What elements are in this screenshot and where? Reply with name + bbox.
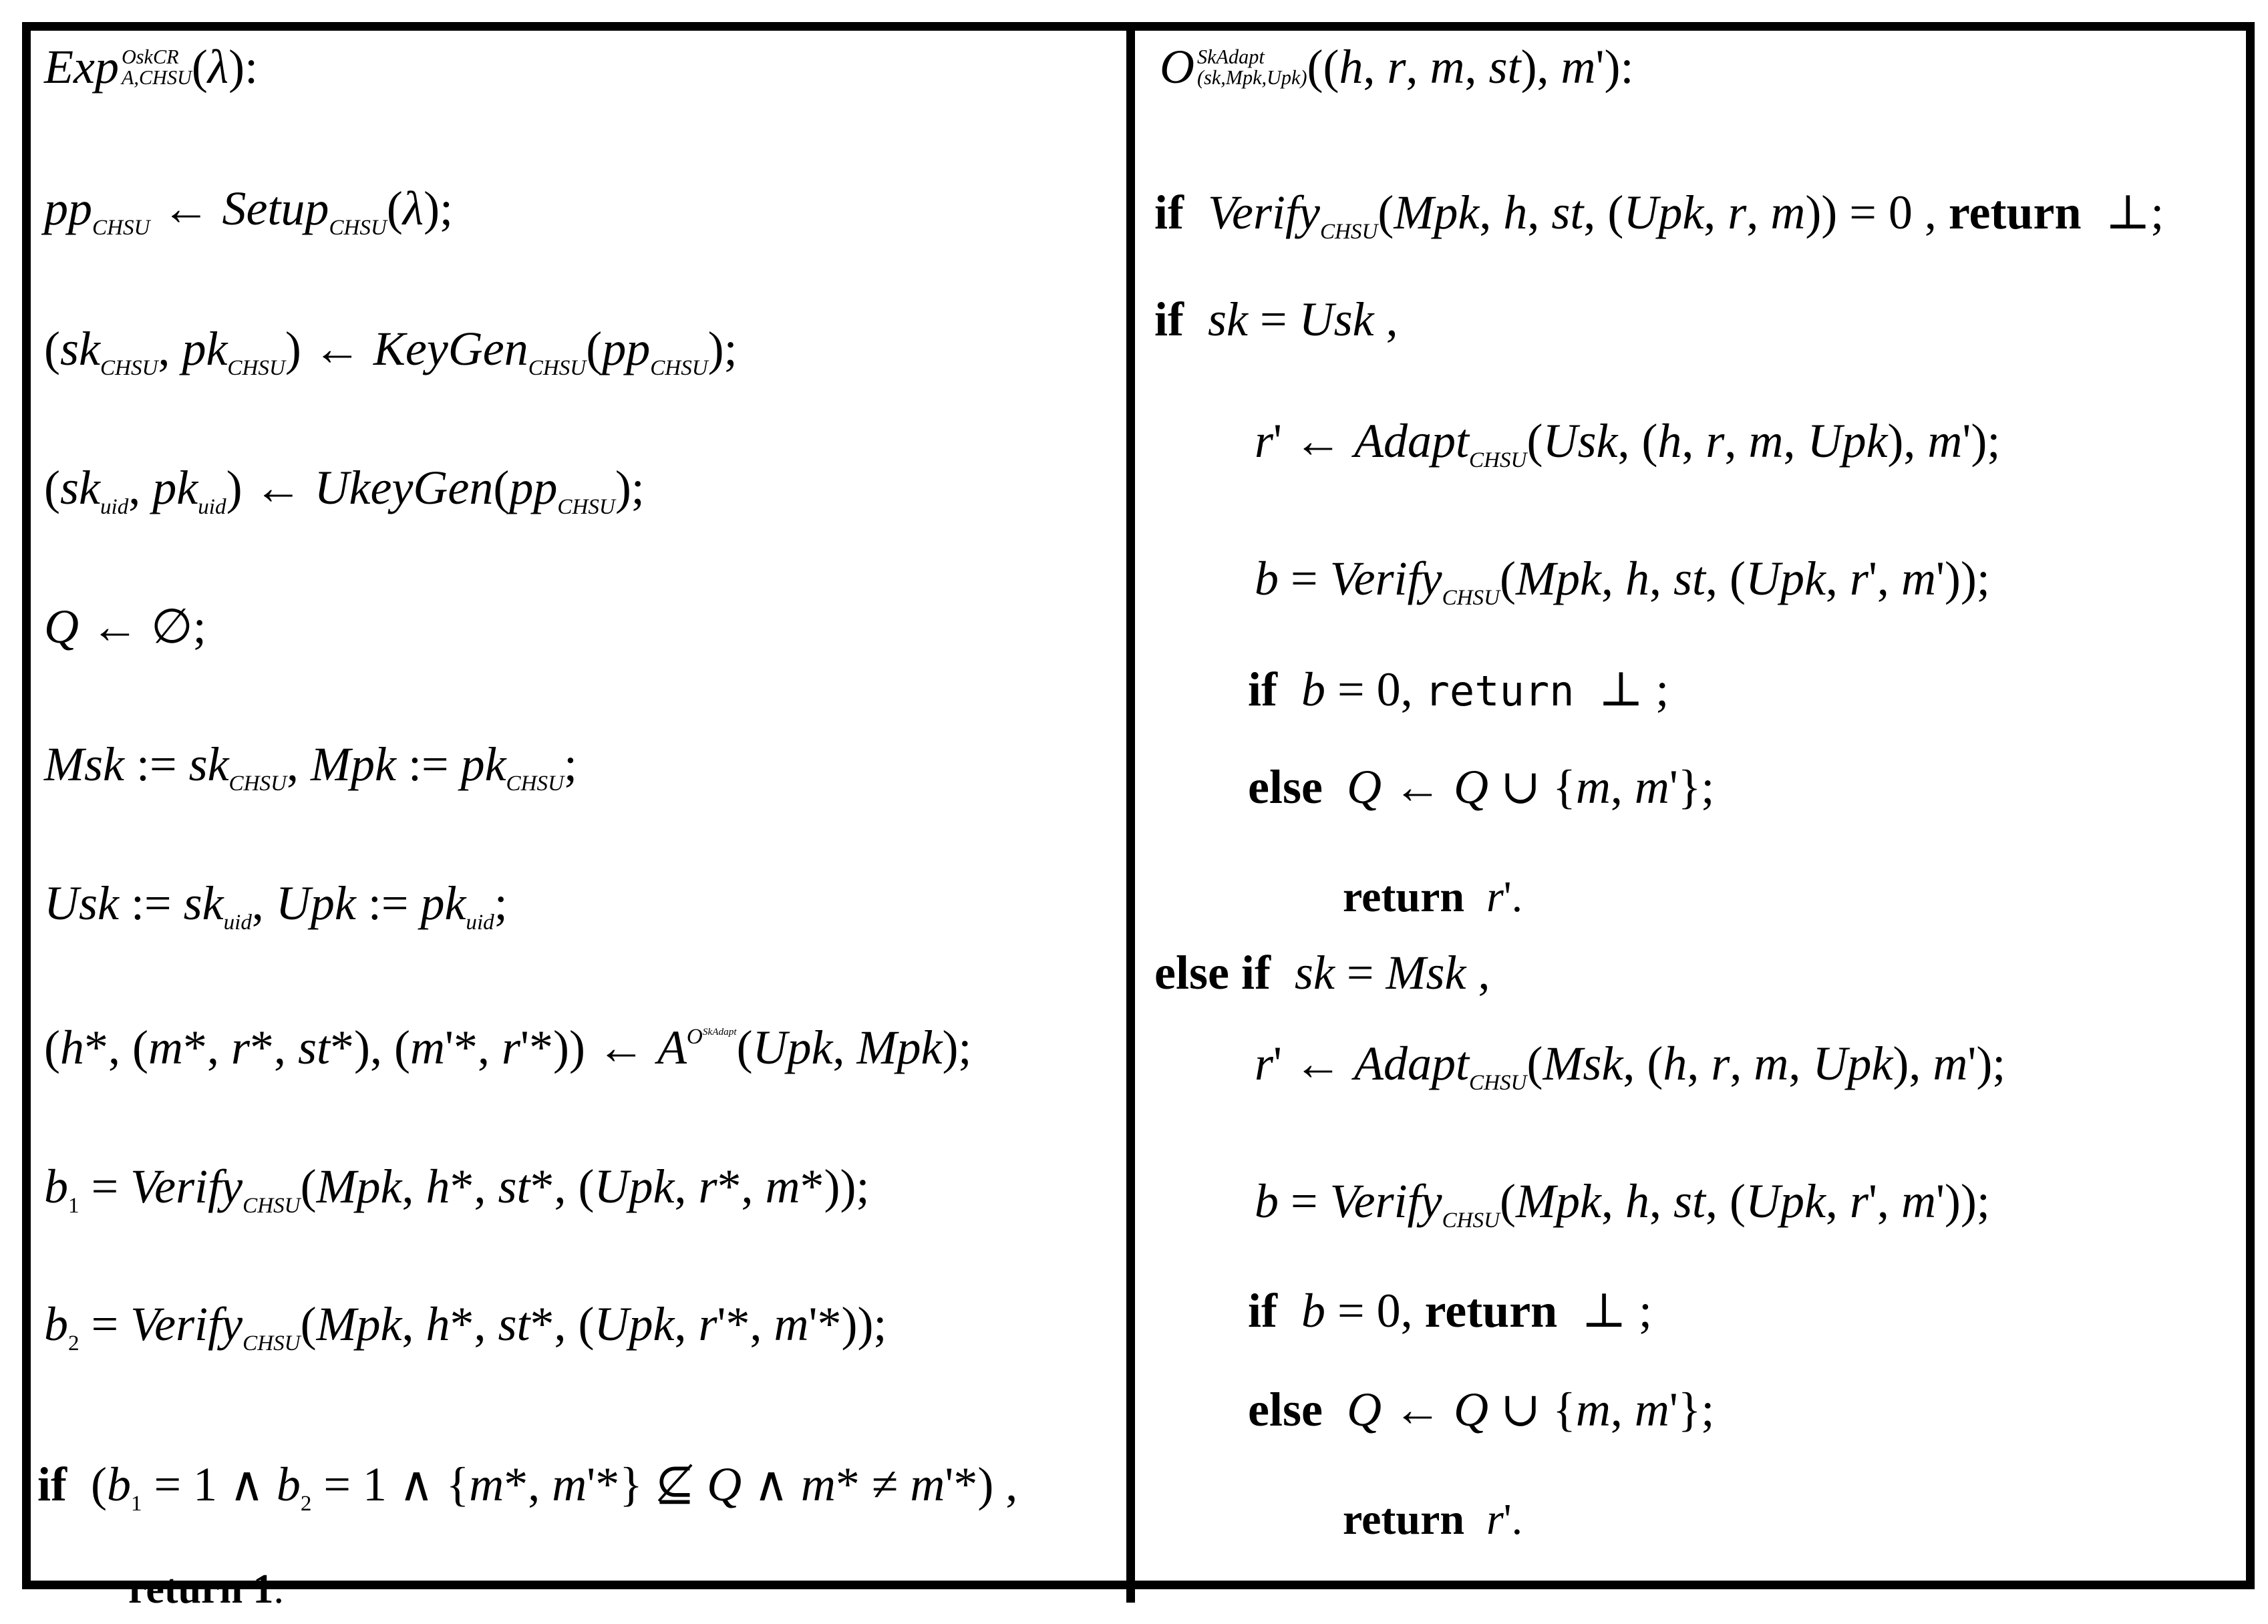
user-fail-line: if b = 0, return ⊥ ; bbox=[1248, 663, 1669, 716]
oracle-header: O SkAdapt (sk,Mpk,Upk) ((h, r, m, st), m'): bbox=[1160, 40, 1634, 94]
user-else-line: else Q ← Q ∪ {m, m'}; bbox=[1248, 760, 1715, 814]
column-divider bbox=[1126, 22, 1135, 1603]
figure-frame bbox=[22, 22, 2255, 1589]
user-adapt-line: r' ← Adapt$_{CHSU}$(Usk, (h, r, m, Upk), m'); bbox=[1255, 414, 2001, 472]
setup-line: $pp_{CHSU}$ ← Setup$_{CHSU}$(λ); bbox=[44, 182, 454, 240]
experiment-header: Exp OskCR A,CHSU (λ): bbox=[44, 40, 259, 94]
verify-b1-line: $b_1$ = Verify$_{CHSU}$(Mpk, h*, st*, (Upk, r*, m*)); bbox=[44, 1160, 870, 1218]
user-key-line: Usk := $sk_{uid}$, Upk := $pk_{uid}$; bbox=[44, 876, 508, 935]
master-else-line: else Q ← Q ∪ {m, m'}; bbox=[1248, 1383, 1715, 1436]
keygen-line: ($sk_{CHSU}$, $pk_{CHSU}$) ← $KeyGen_{CHSU}(pp_{CHSU})$; bbox=[44, 322, 738, 380]
user-return-line: return r'. bbox=[1343, 872, 1523, 921]
master-key-line: Msk := $sk_{CHSU}$, Mpk := $pk_{CHSU}$; bbox=[44, 738, 578, 796]
return-one-line: return 1. bbox=[128, 1567, 285, 1612]
master-fail-line: if b = 0, return ⊥ ; bbox=[1248, 1284, 1652, 1337]
user-verify-line: b = Verify$_{CHSU}$(Mpk, h, st, (Upk, r', m')); bbox=[1255, 552, 1990, 610]
verify-b2-line: $b_2$ = Verify$_{CHSU}$(Mpk, h*, st*, (Upk, r'*, m'*)); bbox=[44, 1297, 887, 1355]
user-branch-line: if sk = Usk , bbox=[1154, 293, 1398, 346]
master-verify-line: b = Verify$_{CHSU}$(Mpk, h, st, (Upk, r', m')); bbox=[1255, 1174, 1990, 1233]
win-condition-line: if ($b_1 = 1$ ∧ $b_2 = 1$ ∧ {m*, m'*} ⊈ Q ∧ m* ≠ m'*) , bbox=[37, 1458, 1018, 1516]
oracle-verify-check-line: if Verify$_{CHSU}$(Mpk, h, st, (Upk, r, m)) = 0 , return ⊥; bbox=[1154, 186, 2164, 244]
master-adapt-line: r' ← Adapt$_{CHSU}$(Msk, (h, r, m, Upk), m'); bbox=[1255, 1037, 2006, 1095]
adversary-line: (h*, (m*, r*, st*), (m'*, r'*)) ← $A^{O^{SkAdapt}}(Upk$, Mpk); bbox=[44, 1021, 972, 1074]
query-set-init-line: Q ← ∅; bbox=[44, 600, 206, 653]
ukeygen-line: ($sk_{uid}$, $pk_{uid}$) ← $UkeyGen(pp_{CHSU})$; bbox=[44, 461, 645, 519]
master-return-line: return r'. bbox=[1343, 1495, 1523, 1544]
master-branch-line: else if sk = Msk , bbox=[1154, 946, 1490, 999]
